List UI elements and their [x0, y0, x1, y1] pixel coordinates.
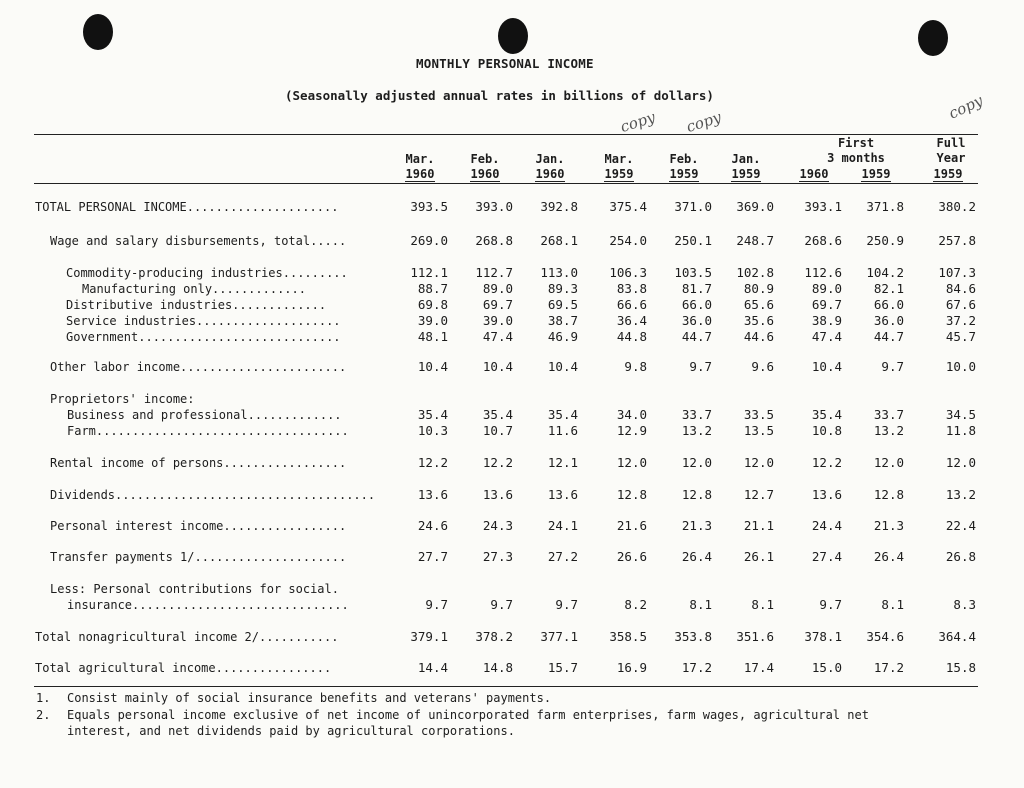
footnote-number: 2.: [36, 708, 51, 722]
table-cell: 378.2: [475, 629, 513, 644]
table-cell: 39.0: [417, 313, 448, 328]
table-cell: 268.8: [475, 233, 513, 248]
table-cell: 358.5: [609, 629, 647, 644]
table-cell: 36.0: [681, 313, 712, 328]
table-cell: 35.4: [417, 407, 448, 422]
table-cell: 8.2: [624, 597, 647, 612]
column-header-month: Feb.: [470, 152, 500, 166]
table-cell: 45.7: [945, 329, 976, 344]
table-cell: 257.8: [938, 233, 976, 248]
table-cell: 36.0: [873, 313, 904, 328]
table-cell: 17.2: [873, 660, 904, 675]
table-cell: 9.7: [689, 359, 712, 374]
table-cell: 393.5: [410, 199, 448, 214]
table-cell: 15.7: [547, 660, 578, 675]
table-cell: 69.5: [547, 297, 578, 312]
table-cell: 9.7: [881, 359, 904, 374]
table-cell: 26.4: [681, 549, 712, 564]
table-cell: 13.2: [681, 423, 712, 438]
table-cell: 89.3: [547, 281, 578, 296]
table-cell: 9.8: [624, 359, 647, 374]
table-cell: 24.6: [417, 518, 448, 533]
table-cell: 8.1: [751, 597, 774, 612]
table-cell: 12.0: [945, 455, 976, 470]
table-cell: 33.7: [873, 407, 904, 422]
table-cell: 80.9: [743, 281, 774, 296]
column-header-year-text: 1960: [405, 167, 435, 181]
table-cell: 88.7: [417, 281, 448, 296]
table-cell: 12.0: [873, 455, 904, 470]
row-label: Other labor income.......................: [50, 360, 347, 374]
row-label: Less: Personal contributions for social.: [50, 582, 339, 596]
table-cell: 106.3: [609, 265, 647, 280]
table-cell: 393.0: [475, 199, 513, 214]
table-cell: 9.6: [751, 359, 774, 374]
page-subtitle: (Seasonally adjusted annual rates in billions of dollars): [285, 88, 714, 103]
table-cell: 10.3: [417, 423, 448, 438]
table-cell: 377.1: [540, 629, 578, 644]
table-cell: 17.2: [681, 660, 712, 675]
table-cell: 26.1: [743, 549, 774, 564]
table-cell: 81.7: [681, 281, 712, 296]
column-header-year-text: 1960: [470, 167, 500, 181]
column-header-year: [457, 167, 513, 182]
table-cell: 268.6: [804, 233, 842, 248]
table-cell: 44.8: [616, 329, 647, 344]
table-cell: 269.0: [410, 233, 448, 248]
column-header-month: Jan.: [731, 152, 761, 166]
table-cell: 34.0: [616, 407, 647, 422]
column-header-year: [786, 167, 842, 182]
table-cell: 12.7: [743, 487, 774, 502]
table-cell: 21.3: [681, 518, 712, 533]
table-cell: 36.4: [616, 313, 647, 328]
table-cell: 89.0: [482, 281, 513, 296]
table-cell: 10.4: [811, 359, 842, 374]
table-cell: 16.9: [616, 660, 647, 675]
table-cell: 44.7: [681, 329, 712, 344]
table-cell: 364.4: [938, 629, 976, 644]
table-cell: 10.8: [811, 423, 842, 438]
table-cell: 67.6: [945, 297, 976, 312]
table-cell: 11.8: [945, 423, 976, 438]
table-cell: 17.4: [743, 660, 774, 675]
footnote-text: Equals personal income exclusive of net income of unincorporated farm enterprises, farm wages, agricultural net: [67, 708, 869, 722]
column-header-year: [718, 167, 774, 182]
row-label: Transfer payments 1/.....................: [50, 550, 347, 564]
table-cell: 66.0: [873, 297, 904, 312]
header-group-first-3-months: First 3 months: [827, 136, 885, 165]
table-cell: 24.1: [547, 518, 578, 533]
table-cell: 24.3: [482, 518, 513, 533]
table-cell: 46.9: [547, 329, 578, 344]
column-header-year-text: 1959: [669, 167, 699, 181]
table-cell: 13.6: [482, 487, 513, 502]
table-cell: 38.7: [547, 313, 578, 328]
table-cell: 10.0: [945, 359, 976, 374]
table-cell: 12.8: [681, 487, 712, 502]
table-cell: 10.4: [417, 359, 448, 374]
row-label: Total nonagricultural income 2/...........: [35, 630, 339, 644]
table-cell: 12.8: [616, 487, 647, 502]
footnote-rule: [34, 686, 978, 687]
column-header-year: [392, 167, 448, 182]
table-cell: 371.0: [674, 199, 712, 214]
column-header-year: [591, 167, 647, 182]
row-label: Government............................: [66, 330, 341, 344]
table-cell: 268.1: [540, 233, 578, 248]
table-cell: 38.9: [811, 313, 842, 328]
table-cell: 27.4: [811, 549, 842, 564]
table-cell: 12.2: [482, 455, 513, 470]
row-label: Distributive industries.............: [66, 298, 327, 312]
table-cell: 15.0: [811, 660, 842, 675]
table-cell: 35.4: [547, 407, 578, 422]
handwritten-note: copy: [684, 107, 724, 137]
row-label: Service industries....................: [66, 314, 341, 328]
table-cell: 89.0: [811, 281, 842, 296]
column-header-year-text: 1960: [535, 167, 565, 181]
table-cell: 66.0: [681, 297, 712, 312]
table-cell: 35.4: [811, 407, 842, 422]
table-cell: 8.1: [881, 597, 904, 612]
column-header-year: [656, 167, 712, 182]
footnote-number: 1.: [36, 691, 51, 705]
table-cell: 13.6: [811, 487, 842, 502]
column-header-month: Mar.: [604, 152, 634, 166]
table-cell: 65.6: [743, 297, 774, 312]
header-bottom-rule: [34, 183, 978, 184]
table-cell: 83.8: [616, 281, 647, 296]
table-cell: 9.7: [490, 597, 513, 612]
table-cell: 44.7: [873, 329, 904, 344]
table-cell: 13.2: [945, 487, 976, 502]
row-label: Rental income of persons.................: [50, 456, 347, 470]
table-cell: 12.2: [811, 455, 842, 470]
table-cell: 392.8: [540, 199, 578, 214]
table-cell: 12.0: [681, 455, 712, 470]
column-header-year-text: 1960: [799, 167, 829, 181]
row-label: Manufacturing only.............: [82, 282, 306, 296]
table-cell: 47.4: [811, 329, 842, 344]
column-header-month: Mar.: [405, 152, 435, 166]
table-cell: 21.3: [873, 518, 904, 533]
table-cell: 371.8: [866, 199, 904, 214]
table-cell: 379.1: [410, 629, 448, 644]
table-cell: 27.3: [482, 549, 513, 564]
punch-hole-left: [83, 14, 113, 50]
table-cell: 47.4: [482, 329, 513, 344]
column-header-month: Jan.: [535, 152, 565, 166]
table-cell: 380.2: [938, 199, 976, 214]
table-cell: 12.0: [743, 455, 774, 470]
table-cell: 13.6: [417, 487, 448, 502]
table-cell: 66.6: [616, 297, 647, 312]
table-cell: 104.2: [866, 265, 904, 280]
table-cell: 10.7: [482, 423, 513, 438]
table-cell: 26.6: [616, 549, 647, 564]
row-label: Total agricultural income................: [35, 661, 332, 675]
column-header-year-text: 1959: [604, 167, 634, 181]
table-cell: 107.3: [938, 265, 976, 280]
table-cell: 33.5: [743, 407, 774, 422]
table-cell: 113.0: [540, 265, 578, 280]
table-cell: 22.4: [945, 518, 976, 533]
row-label: Personal interest income.................: [50, 519, 347, 533]
table-cell: 34.5: [945, 407, 976, 422]
table-cell: 69.7: [811, 297, 842, 312]
table-cell: 12.9: [616, 423, 647, 438]
column-header-year-text: 1959: [731, 167, 761, 181]
table-cell: 375.4: [609, 199, 647, 214]
column-header-year-text: 1959: [933, 167, 963, 181]
table-cell: 102.8: [736, 265, 774, 280]
table-cell: 112.1: [410, 265, 448, 280]
table-cell: 10.4: [547, 359, 578, 374]
table-cell: 254.0: [609, 233, 647, 248]
table-cell: 8.3: [953, 597, 976, 612]
table-cell: 26.4: [873, 549, 904, 564]
table-cell: 9.7: [425, 597, 448, 612]
table-cell: 33.7: [681, 407, 712, 422]
table-cell: 250.1: [674, 233, 712, 248]
handwritten-note: copy: [945, 91, 986, 123]
table-cell: 13.5: [743, 423, 774, 438]
column-header-month: Feb.: [669, 152, 699, 166]
table-cell: 84.6: [945, 281, 976, 296]
table-cell: 11.6: [547, 423, 578, 438]
table-cell: 248.7: [736, 233, 774, 248]
table-cell: 351.6: [736, 629, 774, 644]
table-cell: 37.2: [945, 313, 976, 328]
table-cell: 39.0: [482, 313, 513, 328]
row-label: Commodity-producing industries.........: [66, 266, 348, 280]
table-cell: 12.1: [547, 455, 578, 470]
table-cell: 15.8: [945, 660, 976, 675]
table-cell: 9.7: [555, 597, 578, 612]
row-label: Business and professional.............: [67, 408, 342, 422]
table-cell: 112.7: [475, 265, 513, 280]
punch-hole-right: [918, 20, 948, 56]
table-cell: 14.4: [417, 660, 448, 675]
table-cell: 26.8: [945, 549, 976, 564]
row-label: Dividends....................................: [50, 488, 376, 502]
footnote-text: Consist mainly of social insurance benefits and veterans' payments.: [67, 691, 552, 705]
table-cell: 369.0: [736, 199, 774, 214]
table-cell: 48.1: [417, 329, 448, 344]
table-cell: 82.1: [873, 281, 904, 296]
table-cell: 378.1: [804, 629, 842, 644]
table-cell: 354.6: [866, 629, 904, 644]
table-cell: 69.8: [417, 297, 448, 312]
header-top-rule: [34, 134, 978, 135]
table-cell: 24.4: [811, 518, 842, 533]
column-header-year-text: 1959: [861, 167, 891, 181]
row-label: TOTAL PERSONAL INCOME.....................: [35, 200, 339, 214]
table-cell: 103.5: [674, 265, 712, 280]
row-label: Farm...................................: [67, 424, 349, 438]
column-header-year: [522, 167, 578, 182]
table-cell: 13.6: [547, 487, 578, 502]
column-header-year: [848, 167, 904, 182]
row-label: Proprietors' income:: [50, 392, 195, 406]
table-cell: 21.6: [616, 518, 647, 533]
table-cell: 12.8: [873, 487, 904, 502]
table-cell: 393.1: [804, 199, 842, 214]
table-cell: 12.0: [616, 455, 647, 470]
table-cell: 112.6: [804, 265, 842, 280]
table-cell: 21.1: [743, 518, 774, 533]
page-title: MONTHLY PERSONAL INCOME: [416, 56, 594, 71]
table-cell: 9.7: [819, 597, 842, 612]
table-cell: 250.9: [866, 233, 904, 248]
table-cell: 8.1: [689, 597, 712, 612]
table-cell: 69.7: [482, 297, 513, 312]
row-label: insurance..............................: [67, 598, 349, 612]
table-cell: 14.8: [482, 660, 513, 675]
table-cell: 35.6: [743, 313, 774, 328]
table-cell: 27.7: [417, 549, 448, 564]
handwritten-note: copy: [618, 107, 658, 137]
footnote-text: interest, and net dividends paid by agricultural corporations.: [67, 724, 515, 738]
table-cell: 13.2: [873, 423, 904, 438]
table-cell: 353.8: [674, 629, 712, 644]
table-cell: 44.6: [743, 329, 774, 344]
header-full-year: Full Year: [936, 136, 966, 165]
table-cell: 10.4: [482, 359, 513, 374]
table-cell: 35.4: [482, 407, 513, 422]
table-cell: 12.2: [417, 455, 448, 470]
column-header-year: [920, 167, 976, 182]
row-label: Wage and salary disbursements, total.....: [50, 234, 347, 248]
table-cell: 27.2: [547, 549, 578, 564]
punch-hole-center: [498, 18, 528, 54]
